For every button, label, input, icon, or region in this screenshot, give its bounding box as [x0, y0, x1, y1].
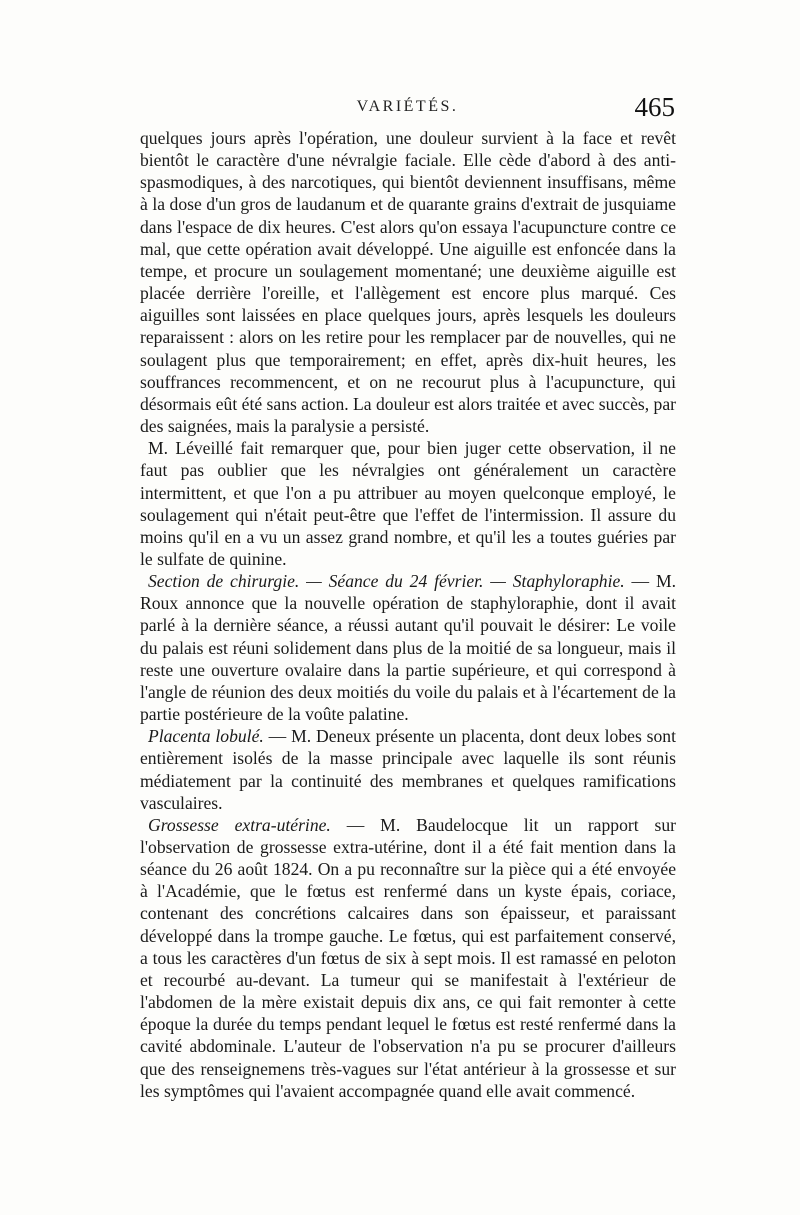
section-heading: Grossesse extra-utérine.: [148, 814, 331, 835]
page-number: 465: [634, 92, 675, 122]
paragraph-acupuncture-case: [140, 127, 676, 437]
running-title: VARIÉTÉS.: [356, 98, 459, 115]
paragraph-leveille-remark: [140, 437, 676, 570]
section-heading: Section de chirurgie. — Séance du 24 février. — Staphyloraphie.: [148, 571, 625, 592]
page-header: [140, 92, 675, 128]
body-text: [140, 127, 676, 1102]
paragraph-text: M. Léveillé fait remarquer que, pour bien juger cette observation, il ne faut pas oublier que les névralgies ont généralement un caractère intermittent, et que l'on a pu attribuer au moyen quelconque employé, le soulagement qui n'était peut-être que l'effet de l'intermission. Il assure du moins qu'il en a vu un assez grand nombre, et qu'il les a toutes guéries par le sulfate de quinine.: [140, 438, 676, 569]
paragraph-text: — M. Roux annonce que la nouvelle opération de staphyloraphie, dont il avait parlé à la dernière séance, a réussi autant qu'il pouvait le désirer: Le voile du palais est réuni solidement dans plus de la moitié de sa longueur, mais il reste une ouverture ovalaire dans la partie supérieure, et qui correspond à l'angle de réunion des deux moitiés du voile du palais et à l'écartement de la partie postérieure de la voûte palatine.: [140, 571, 676, 725]
paragraph-staphyloraphie: [140, 570, 676, 725]
paragraph-placenta-lobule: [140, 725, 676, 814]
paragraph-text: quelques jours après l'opération, une douleur survient à la face et revêt bientôt le caractère d'une névralgie faciale. Elle cède d'abord à des anti-spasmodiques, à des narcotiques, qui bientôt deviennent insuffisans, même à la dose d'un gros de laudanum et de quarante grains d'extrait de jusquiame dans l'espace de dix heures. C'est alors qu'on essaya l'acupuncture contre ce mal, que cette opération avait développé. Une aiguille est enfoncée dans la tempe, et procure un soulagement momentané; une deuxième aiguille est placée derrière l'oreille, et l'allègement est encore plus marqué. Ces aiguilles sont laissées en place quelques jours, après lesquels les douleurs reparaissent : alors on les retire pour les remplacer par de nouvelles, qui ne soulagent plus que temporairement; en effet, après dix-huit heures, les souffrances recommencent, et on ne recourut plus à l'acupuncture, qui désormais eût été sans action. La douleur est alors traitée et avec succès, par des saignées, mais la paralysie a persisté.: [140, 128, 676, 437]
paragraph-grossesse-extra-uterine: [140, 814, 676, 1102]
paragraph-text: — M. Baudelocque lit un rapport sur l'observation de grossesse extra-utérine, dont il a été fait mention dans la séance du 26 août 1824. On a pu reconnaître sur la pièce qui a été envoyée à l'Académie, que le fœtus est renfermé dans un kyste épais, coriace, contenant des concrétions calcaires dans son épaisseur, et paraissant développé dans la trompe gauche. Le fœtus, qui est parfaitement conservé, a tous les caractères d'un fœtus de six à sept mois. Il est ramassé en peloton et recourbé au-devant. La tumeur qui se manifestait à l'extérieur de l'abdomen de la mère existait depuis dix ans, ce qui fait remonter à cette époque la durée du temps pendant lequel le fœtus est resté renfermé dans la cavité abdominale. L'auteur de l'observation n'a pu se procurer d'ailleurs que des renseignemens très-vagues sur l'état antérieur à la grossesse et sur les symptômes qui l'avaient accompagnée quand elle avait commencé.: [140, 814, 676, 1101]
paragraph-text: — M. Deneux présente un placenta, dont deux lobes sont entièrement isolés de la masse principale avec laquelle ils sont réunis médiatement par la continuité des membranes et quelques ramifications vasculaires.: [140, 726, 676, 813]
section-heading: Placenta lobulé.: [148, 726, 264, 747]
